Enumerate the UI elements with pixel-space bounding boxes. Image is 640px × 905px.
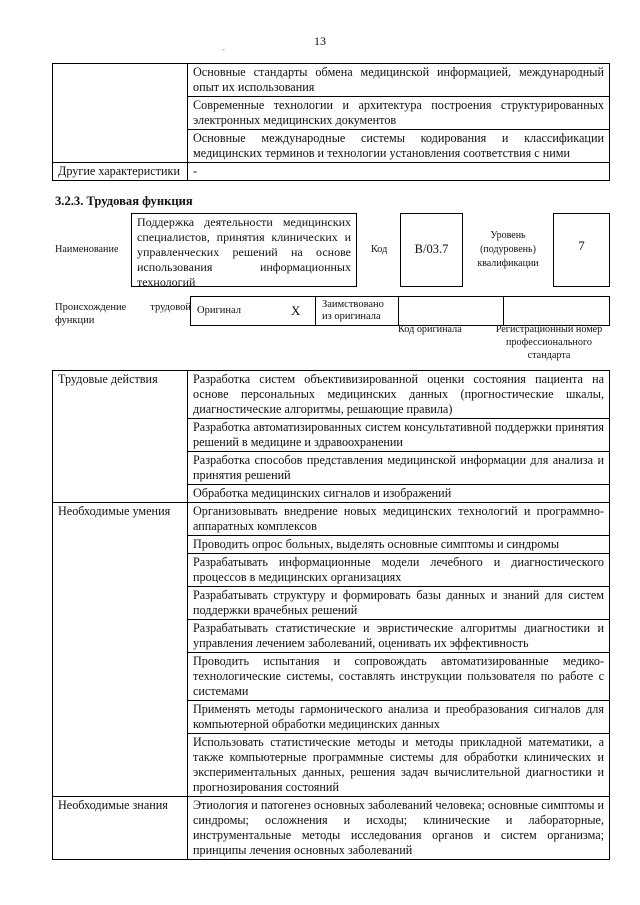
registration-number-cell	[504, 297, 610, 326]
labor-action-item: Разработка способов представления медицинской информации для анализа и принятия решений	[188, 452, 610, 485]
required-skills-label: Необходимые умения	[53, 503, 188, 797]
qualification-level-box: 7	[553, 213, 610, 287]
other-characteristics-label: Другие характеристики	[53, 163, 188, 181]
continued-knowledge-table	[52, 63, 610, 181]
required-knowledge-label: Необходимые знания	[53, 797, 188, 860]
code-label: Код	[371, 244, 388, 255]
qualification-level-label: Уровень (подуровень) квалификации	[477, 230, 539, 269]
original-mark: X	[285, 297, 316, 326]
function-details-table	[52, 370, 610, 860]
other-characteristics-value: -	[188, 163, 610, 181]
original-code-caption: Код оригинала	[398, 324, 462, 335]
knowledge-item: Основные стандарты обмена медицинской информацией, международный опыт их использования	[188, 64, 610, 97]
original-label: Оригинал	[191, 297, 286, 326]
top-mark: -	[222, 44, 225, 54]
registration-number-caption: Регистрационный номер профессионального стандарта	[495, 324, 603, 361]
function-name-box: Поддержка деятельности медицинских специалистов, принятия клинических и управленческих решений на основе использования информационных технологий	[131, 213, 357, 287]
knowledge-item: Современные технологии и архитектура построения структурированных электронных медицинских документов	[188, 97, 610, 130]
skill-item: Проводить опрос больных, выделять основные симптомы и синдромы	[188, 536, 610, 554]
function-code-box: B/03.7	[400, 213, 463, 287]
knowledge-item: Основные международные системы кодирования и классификации медицинских терминов и технологии установления соответствия с ними	[188, 130, 610, 163]
labor-action-item: Разработка автоматизированных систем консультативной поддержки принятия решений в медицине и здравоохранении	[188, 419, 610, 452]
borrowed-label: Заимствовано из оригинала	[316, 297, 399, 326]
skill-item: Разрабатывать статистические и эвристические алгоритмы диагностики и управления лечением заболеваний, оценивать их эффективность	[188, 620, 610, 653]
skill-item: Проводить испытания и сопровождать автоматизированные медико-технологические системы, составлять инструкции пользователя по работе с системами	[188, 653, 610, 701]
knowledge-item: Этиология и патогенез основных заболеваний человека; основные симптомы и синдромы; осложнения и исходы; клинические и лабораторные, инструментальные методы исследования органов и систем организма; принципы лечения основных заболеваний	[188, 797, 610, 860]
skill-item: Использовать статистические методы и методы прикладной математики, а также компьютерные программные системы для обработки клинических и экспериментальных данных, решения задач вычислительной диагностики и прогнозирования состояний	[188, 734, 610, 797]
skill-item: Разрабатывать информационные модели лечебного и диагностического процессов в медицинских организациях	[188, 554, 610, 587]
origin-label: Происхождение трудовой функции	[55, 302, 191, 326]
knowledge-label-cell	[53, 64, 188, 163]
labor-actions-label: Трудовые действия	[53, 371, 188, 503]
labor-action-item: Обработка медицинских сигналов и изображений	[188, 485, 610, 503]
labor-action-item: Разработка систем объективизированной оценки состояния пациента на основе персональных медицинских данных (прогностические шкалы, диагностические алгоритмы, решающие правила)	[188, 371, 610, 419]
skill-item: Организовывать внедрение новых медицинских технологий и программно-аппаратных комплексов	[188, 503, 610, 536]
skill-item: Применять методы гармонического анализа и преобразования сигналов для компьютерной обработки медицинских данных	[188, 701, 610, 734]
skill-item: Разрабатывать структуру и формировать базы данных и знаний для систем поддержки врачебных решений	[188, 587, 610, 620]
origin-table	[190, 296, 610, 326]
page-number: 13	[314, 34, 326, 48]
original-code-cell	[399, 297, 504, 326]
section-title: 3.2.3. Трудовая функция	[55, 194, 193, 208]
name-label: Наименование	[55, 244, 119, 255]
